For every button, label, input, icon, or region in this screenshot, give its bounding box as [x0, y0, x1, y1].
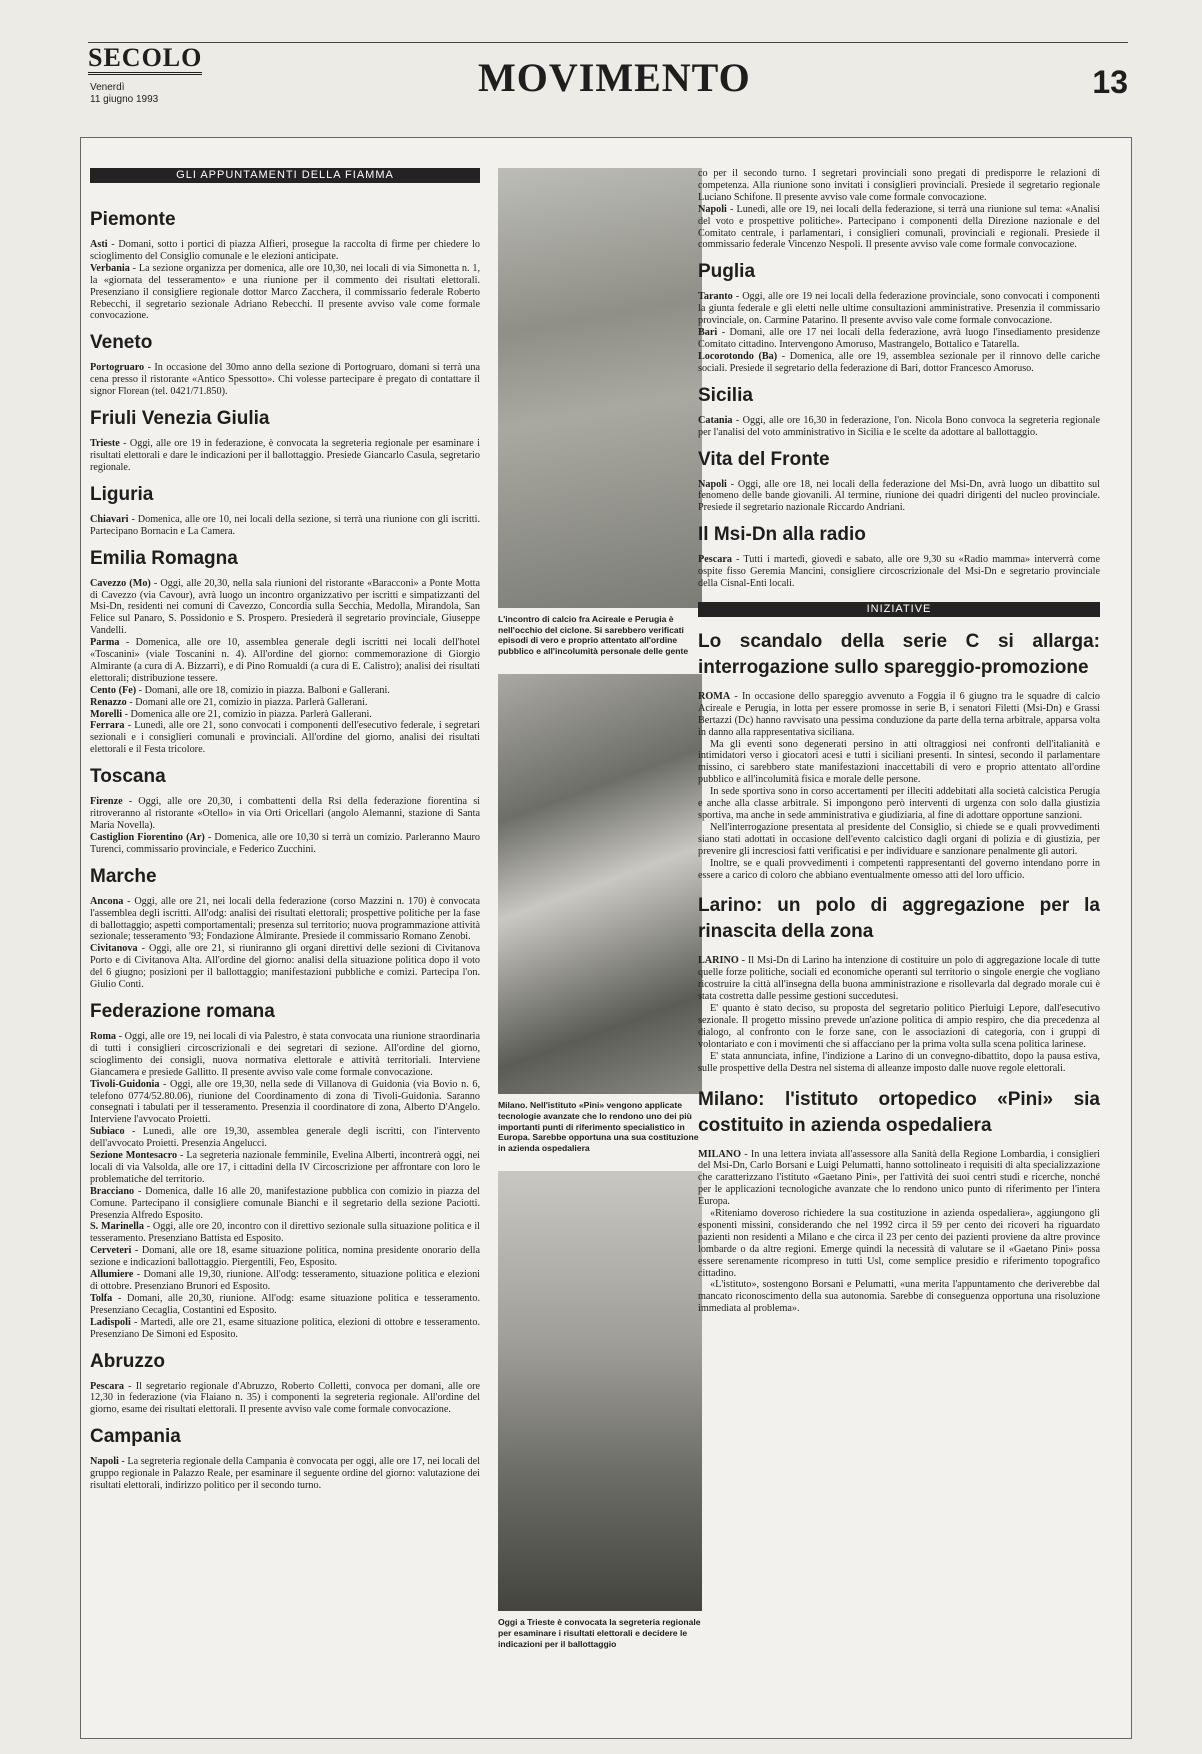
appointment-item	[90, 896, 480, 944]
appointment-item	[90, 943, 480, 991]
article-text: Ma gli eventi sono degenerati persino in atti oltraggiosi nei confronti dell'italianità e intimidatori verso i giocatori acesi e tutti i siciliani presenti. In sintesi, secondo il parlamentare missino, ci sarebbero state manifestazioni inaccettabili di vero e proprio attentato all'ordine pubblico e all'incolumità fisica e morale delle persone.	[698, 738, 1100, 786]
appointment-item	[90, 1269, 480, 1293]
article-paragraph	[698, 858, 1100, 882]
appointment-place: Tolfa	[90, 1292, 113, 1304]
appointment-item	[90, 1126, 480, 1150]
appointment-place: Pescara	[698, 554, 732, 566]
appointment-text: - Il segretario regionale d'Abruzzo, Roberto Colletti, convoca per domani, alle ore 12,30 in federazione (via Flaiano n. 35) i componenti la segreteria regionale. All'ordine del giorno, esame dei risultati elettorali. Il presente avviso vale come formale convocazione.	[90, 1380, 480, 1416]
appointment-text: - Domenica, alle ore 10,30 si terrà un comizio. Parleranno Mauro Turenci, commissario provinciale, e Federico Zucchini.	[90, 831, 480, 855]
article-text: E' stata annunciata, infine, l'indizione a Larino di un convegno-dibattito, dopo la pausa estiva, sulle prospettive della Destra nel sistema di alleanze imposto dalle nuove regole elettorali.	[698, 1050, 1100, 1074]
appointment-item	[90, 1456, 480, 1492]
article-dateline: ROMA	[698, 690, 731, 702]
appointments-banner: GLI APPUNTAMENTI DELLA FIAMMA	[90, 168, 480, 183]
continued-items	[698, 204, 1100, 252]
region-heading: Emilia Romagna	[90, 547, 238, 569]
appointment-text: - La sezione organizza per domenica, alle ore 10,30, nei locali di via Simonetta n. 1, la «giornata del tesseramento» e una riunione per il commento dei risultati elettorali. Presenziano il consigliere regionale dottor Marco Zacchera, il commissario federale Roberto Rebecchi, il segretario sezionale Adriano Rebecchi. Il presente avviso vale come formale convocazione.	[90, 262, 480, 322]
appointment-text: - Domani, alle 20,30, riunione. All'odg: esame situazione politica e tesseramento. Presenziano Cecaglia, Costantini ed Esposito.	[90, 1292, 480, 1316]
newspaper-logo: SECOLO	[88, 44, 202, 75]
appointment-item	[90, 578, 480, 638]
appointment-text: - Domenica, alle ore 19, assemblea sezionale per il rinnovo delle cariche sociali. Presiede il segretario della federazione di Bari, dottor Francesco Amoruso.	[698, 350, 1101, 374]
appointment-item	[90, 1079, 480, 1127]
appointment-text: - Domenica alle ore 21, comizio in piazza. Parlerà Gallerani.	[122, 708, 372, 720]
article-paragraph	[698, 1279, 1100, 1315]
appointment-text: - Oggi, alle 20,30, nella sala riunioni del ristorante «Baracconi» a Ponte Motta di Cavezzo (via Cavour), avrà luogo un incontro organizzativo per iscritti e simpatizzanti del Msi-Dn, residenti nei comuni di Cavezzo, Concordia sulla Secchia, Medolla, Mirandola, San Felice sul Panaro, S. Possidonio e S. Prospero. Presiederà il segretario provinciale, Giuseppe Vandelli.	[90, 577, 481, 637]
appointment-text: - Lunedì, alle ore 19, nei locali della federazione, si terrà una riunione sul tema: «Analisi del voto e prospettive politiche». Partecipano i componenti della Direzione nazionale e del Comitato centrale, i parlamentari, i consiglieri comunali, provinciali e regionali. Presiede il commissario federale Vincenzo Nespoli. Il presente avviso vale come formale convocazione.	[698, 203, 1100, 251]
appointment-place: Ladispoli	[90, 1316, 131, 1328]
trieste-square-photo	[498, 1171, 702, 1611]
article-text: - In una lettera inviata all'assessore alla Sanità della Regione Lombardia, i consiglieri del Msi-Dn, Carlo Borsani e Luigi Pelumatti, hanno sottolineato i requisiti di alta specializzazione che caratterizzano l'istituto «Gaetano Pini», per l'attività dei suoi centri studi e ricerche, nonché per le applicazioni tecnologiche avanzate che lo rendono unico punto di riferimento per l'intera Europa.	[698, 1148, 1100, 1208]
appointment-place: Bracciano	[90, 1185, 135, 1197]
appointment-text: - Oggi, alle ore 19 nei locali della federazione provinciale, sono convocati i componenti la giunta federale e gli eletti nelle ultime consultazioni amministrative. Presenzia il commissario provinciale, on. Carmine Patarino. Il presente avviso vale come formale convocazione.	[698, 291, 1100, 327]
region-heading: Il Msi-Dn alla radio	[698, 524, 866, 546]
appointment-text: - Martedì, alle ore 21, esame situazione politica, elezioni di ottobre e tesseramento. Presenziano De Simoni ed Esposito.	[90, 1316, 480, 1340]
appointment-item	[90, 239, 480, 263]
appointment-place: S. Marinella	[90, 1221, 144, 1233]
appointment-place: Tivoli-Guidonia	[90, 1078, 160, 1090]
appointment-text: - Oggi, alle ore 20, incontro con il direttivo sezionale sulla situazione politica e il tesseramento. Presenziano Battista ed Esposito.	[90, 1221, 480, 1245]
masthead	[88, 44, 1128, 114]
continued-text: co per il secondo turno. I segretari provinciali sono pregati di predisporre le relazioni di competenza. Alla riunione sono invitati i consiglieri provinciali. Presiede il segretario regionale Luciano Schifone. Il presente avviso vale come formale convocazione.	[698, 168, 1100, 203]
article-text: «Riteniamo doveroso richiedere la sua costituzione in azienda ospedaliera», aggiungono gli esponenti missini, considerando che nel 1992 circa il 59 per cento dei ricoveri ha riguardato pazienti non residenti a Milano e che circa il 23 per cento dei pazienti proviene da altre province lombarde o da altre regioni. Emerge quindi la necessità di valutare se il «Gaetano Pini» possa essere serenamente ricompreso in tutti Usl, come semplice presidio e riferimento topografico cittadino.	[698, 1208, 1100, 1279]
appointment-item	[698, 327, 1100, 351]
appointment-text: - Domenica, alle ore 10, nei locali della sezione, si terrà una riunione con gli iscritti. Partecipano Bornacin e La Camera.	[90, 513, 480, 537]
appointment-item	[90, 1293, 480, 1317]
appointment-item	[90, 1317, 480, 1341]
appointment-place: Cerveteri	[90, 1245, 132, 1257]
article-paragraph	[698, 1003, 1100, 1051]
initiatives-articles	[698, 629, 1100, 1315]
issue-date	[90, 82, 158, 106]
region-heading: Puglia	[698, 261, 756, 283]
appointment-text: - Oggi, alle ore 20,30, i combattenti della Rsi della federazione fiorentina si ritroveranno al ristorante «Otello» in via Orti Oricellari (angolo Alemanni, stazione di Santa Maria Novella).	[90, 796, 480, 831]
appointment-text: - Oggi, alle ore 19 in federazione, è convocata la segreteria regionale per esaminare i risultati elettorali e dare le indicazioni per il ballottaggio. Presiede Giancarlo Casula, segretario regionale.	[90, 438, 480, 473]
appointment-place: Renazzo	[90, 696, 127, 708]
appointment-text: - Oggi, alle ore 21, si riuniranno gli organi direttivi delle sezioni di Civitanova Porto e di Civitanova Alta. All'ordine del giorno: analisi della situazione politica dopo il voto del 6 giugno; posizioni per il ballottaggio; manifestazioni pubbliche e comizi. Partecipa l'on. Giulio Conti.	[90, 943, 480, 991]
appointment-place: Catania	[698, 414, 733, 426]
appointment-item	[698, 351, 1100, 375]
article-paragraph	[698, 822, 1100, 858]
appointment-text: - Lunedì, alle ore 19,30, assemblea generale degli iscritti, con l'intervento dell'avvocato Proietti. Presenzia Angelucci.	[90, 1126, 480, 1150]
region-heading: Campania	[90, 1426, 181, 1448]
masthead-rule	[88, 42, 1128, 43]
appointment-text: - Lunedì, alle ore 21, sono convocati i componenti dell'esecutivo federale, i segretari sezionali e i consiglieri comunali e provinciali. All'ordine del giorno, analisi dei risultati elettorali e il Festa tricolore.	[90, 720, 480, 756]
appointment-item	[90, 796, 480, 832]
appointment-item	[90, 637, 480, 685]
appointment-item	[90, 1150, 480, 1186]
appointment-item	[90, 1245, 480, 1269]
appointment-item	[90, 720, 480, 756]
appointment-place: Morelli	[90, 708, 123, 720]
appointment-text: - Domani, alle ore 18, esame situazione politica, nomina presidente onorario della sezione e indicazioni ballottaggio. Piergentili, Feo, Esposito.	[90, 1245, 480, 1269]
appointment-text: - Domani alle 19,30, riunione. All'odg: tesseramento, situazione politica e elezioni di ottobre. Presenziano Brunori ed Esposito.	[90, 1269, 480, 1292]
appointment-place: Roma	[90, 1030, 117, 1042]
appointment-place: Sezione Montesacro	[90, 1150, 178, 1162]
appointment-item	[698, 204, 1100, 252]
appointment-text: - Domani, sotto i portici di piazza Alfieri, prosegue la raccolta di firme per chiedere lo scioglimento del Consiglio comunale e le elezioni anticipate.	[90, 239, 480, 262]
appointment-place: Pescara	[90, 1380, 124, 1392]
appointment-text: - Domani, alle ore 17 nei locali della federazione, avrà luogo l'insediamento presidenze Comitato cittadino. Intervengono Amoruso, Mastrangelo, Bottalico e Tatarella.	[698, 327, 1100, 350]
article-paragraph	[698, 691, 1100, 739]
region-heading: Sicilia	[698, 384, 753, 406]
photo-caption-pini: Milano. Nell'istituto «Pini» vengono applicate tecnologie avanzate che lo rendono uno dei più importanti punti di riferimento specialistico in Europa. Sarebbe opportuna una sua costituzione in azienda ospedaliera	[498, 1100, 699, 1153]
appointment-text: - Domani alle ore 21, comizio in piazza. Parlerà Gallerani.	[126, 696, 368, 708]
appointment-text: - La segreteria regionale della Campania è convocata per oggi, alle ore 17, nei locali del gruppo regionale in Palazzo Reale, per esaminare il seguente ordine del giorno: valutazione dei risultati elettorali, indirizzo politico per il secondo turno.	[90, 1456, 480, 1492]
appointment-item	[90, 438, 480, 474]
appointment-item	[698, 554, 1100, 590]
region-heading: Federazione romana	[90, 1000, 275, 1022]
appointment-item	[90, 1221, 480, 1245]
appointment-item	[90, 1186, 480, 1222]
article-text: «L'istituto», sostengono Borsani e Pelumatti, «una merita l'appuntamento che deriverebbe dal mancato riconoscimento della sua autonomia. Sarebbe di conseguenza opportuna una risoluzione immediata al problema».	[698, 1279, 1100, 1315]
appointment-place: Portogruaro	[90, 362, 145, 374]
appointment-place: Ancona	[90, 895, 124, 907]
appointment-text: - Tutti i martedì, giovedì e sabato, alle ore 9,30 su «Radio mamma» interverrà come ospite fisso Geremia Mancini, consigliere circoscrizionale del Msi-Dn e segretario provinciale della Cisnal-Enti locali.	[698, 554, 1100, 590]
region-heading: Veneto	[90, 332, 153, 354]
section-title: MOVIMENTO	[478, 55, 751, 100]
appointment-text: - Domenica, alle ore 10, assemblea generale degli iscritti nei locali dell'hotel «Toscanini» (viale Toscanini n. 4). All'ordine del giorno: commemorazione di Giorgio Almirante (a cura di A. Bizzarri), e di Pino Romualdi (a cura di E. Calistro); analisi dei risultati elettorali; distribuzione tessere.	[90, 637, 480, 684]
appointment-place: Civitanova	[90, 943, 138, 955]
appointment-place: Bari	[698, 327, 718, 339]
appointment-place: Chiavari	[90, 513, 129, 525]
region-heading: Friuli Venezia Giulia	[90, 408, 270, 430]
football-match-photo	[498, 168, 702, 608]
appointment-place: Verbania	[90, 262, 130, 274]
right-column	[698, 168, 1100, 1315]
appointment-place: Cavezzo (Mo)	[90, 577, 151, 589]
page-number: 13	[1092, 64, 1128, 100]
appointment-item	[698, 415, 1100, 439]
appointments-column	[90, 168, 480, 1492]
article-headline: Lo scandalo della serie C si allarga: interrogazione sullo spareggio-promozione	[698, 630, 1100, 678]
appointment-item	[90, 1031, 480, 1079]
initiatives-banner: INIZIATIVE	[698, 602, 1100, 617]
photo-caption-trieste: Oggi a Trieste è convocata la segreteria regionale per esaminare i risultati elettorali e decidere le indicazioni per il ballottaggio	[498, 1617, 701, 1649]
photo-column	[498, 168, 702, 1667]
article-text: - Il Msi-Dn di Larino ha intenzione di costituire un polo di aggregazione locale di tutte quelle forze politiche, sociali ed economiche operanti sul territorio o singole energie che vogliano ricostruire la città all'insegna della buona amministrazione e risollevarla dal degrado morale cui è stata costretta dalle pessime gestioni succedutesi.	[698, 955, 1100, 1003]
appointment-item	[90, 697, 480, 709]
appointment-text: - Domenica, dalle 16 alle 20, manifestazione pubblica con comizio in piazza del Comune. Partecipano il consigliere comunale Bianchi e il segretario della sezione Paciotti. Presenzia Alfredo Esposito.	[90, 1185, 480, 1221]
region-heading: Piemonte	[90, 209, 176, 230]
article-dateline: MILANO	[698, 1148, 742, 1160]
article-paragraph	[698, 955, 1100, 1003]
appointment-place: Ferrara	[90, 720, 125, 732]
article-paragraph	[698, 1208, 1100, 1279]
article-text: In sede sportiva sono in corso accertamenti per illeciti addebitati alla società calcistica Perugia e anche alla classe arbitrale. Si impongono però interventi di urgenza con solo dalla giustizia sportiva, ma anche in sede amministrativa e giudiziaria, al fine di adottare opportune sanzioni.	[698, 786, 1100, 821]
article-text: Inoltre, se e quali provvedimenti i competenti rappresentanti del governo intendano porre in essere a carico di coloro che abbiano eventualmente omesso atti del loro ufficio.	[698, 857, 1100, 881]
appointment-place: Napoli	[90, 1456, 119, 1468]
appointment-item	[698, 479, 1100, 515]
article-paragraph	[698, 786, 1100, 822]
appointment-item	[90, 263, 480, 323]
appointment-text: - Oggi, alle ore 16,30 in federazione, l'on. Nicola Bono convoca la segreteria regionale per l'analisi del voto amministrativo in Sicilia e le scelte da adottare al ballottaggio.	[698, 414, 1100, 438]
region-heading: Liguria	[90, 483, 154, 505]
article-headline: Milano: l'istituto ortopedico «Pini» sia costituito in azienda ospedaliera	[698, 1088, 1100, 1136]
photo-caption-football: L'incontro di calcio fra Acireale e Perugia è nell'occhio del ciclone. Si sarebbero verificati episodi di vero e proprio attentato all'ordine pubblico e all'incolumità personale delle gente	[498, 614, 689, 656]
appointment-item	[90, 832, 480, 856]
article-text: - In occasione dello spareggio avvenuto a Foggia il 6 giugno tra le squadre di calcio Acireale e Perugia, in lotta per essere promosse in serie B, i senatori Filetti (Msi-Dn) e Grassi Bertazzi (Dc) hanno ravvisato una pessima conduzione da parte della terna arbitrale, apparsa volta in danno alla rappresentativa siciliana.	[698, 690, 1100, 738]
appointment-text: - Oggi, alle ore 19,30, nella sede di Villanova di Guidonia (via Bovio n. 6, telefono 0774/52.80.06), riunione del Coordinamento di zona di Tivoli-Guidonia. Saranno consegnati i tabulati per il tesseramento. Presenzia il coordinatore di zona, Alberto D'Angelo. Interviene l'avvocato Proietti.	[90, 1078, 480, 1126]
pini-institute-photo	[498, 674, 702, 1094]
appointment-place: Napoli	[698, 203, 727, 215]
appointment-text: - Oggi, alle ore 19, nei locali di via Palestro, è stata convocata una riunione straordinaria di tutti i consiglieri circoscrizionali e dei segretari di sezione. All'ordine del giorno, scioglimento dei consigli, nuova normativa elettorale e attività territoriali. Interviene Giancamera e presiede Gallitto. Il presente avviso vale come formale convocazione.	[90, 1030, 480, 1078]
appointments-regions	[90, 209, 480, 1492]
appointment-item	[90, 514, 480, 538]
appointment-text: - Oggi, alle ore 18, nei locali della federazione del Msi-Dn, avrà luogo un dibattito sul fenomeno delle bande giovanili. Al termine, riunione dei quadri dirigenti del nucleo provinciale. Presiede il segretario nazionale Riccardo Andriani.	[698, 478, 1100, 514]
article-headline: Larino: un polo di aggregazione per la rinascita della zona	[698, 895, 1100, 943]
appointment-text: - Oggi, alle ore 21, nei locali della federazione (corso Mazzini n. 170) è convocata l'assemblea degli iscritti. All'odg: analisi dei risultati elettorali; prospettive politiche per la fase di ballottaggio; aspetti comportamentali; presenza sul territorio; nuova programmazione attività sezionale; tesseramento '93; Fondazione Almirante. Presiede il commissario Romano Zenobi.	[90, 895, 480, 943]
appointment-place: Asti	[90, 239, 108, 250]
region-heading: Vita del Fronte	[698, 448, 830, 470]
appointment-text: - In occasione del 30mo anno della sezione di Portogruaro, domani si terrà una cena presso il ristorante «Antico Spessotto». Chi volesse partecipare è pregato di contattare il signor Florean (tel. 0421/71.850).	[90, 362, 480, 398]
appointment-place: Taranto	[698, 291, 733, 303]
appointment-place: Subiaco	[90, 1126, 125, 1138]
right-regions	[698, 261, 1100, 590]
appointment-item	[90, 685, 480, 697]
appointment-item	[90, 709, 480, 721]
article-paragraph	[698, 1149, 1100, 1209]
article-text: E' quanto è stato deciso, su proposta del segretario politico Pierluigi Lepore, dall'esecutivo sezionale. Il progetto missino prevede un'azione politica di ampio respiro, che dia precedenza al dialogo, al confronto con le forze sane, con le associazioni di categoria, con i gruppi di volontariato e con i movimenti che si affacciano per la prima volta sulla scena politica larinese.	[698, 1003, 1100, 1050]
article-text: Nell'interrogazione presentata al presidente del Consiglio, si chiede se e quali provvedimenti siano stati adottati in occasione dell'evento calcistico dagli organi di polizia e di giustizia, per prevenire gli incresciosi fatti verificatisi e per individuare e sanzionare penalmente gli autori.	[698, 821, 1100, 857]
appointment-text: - Domani, alle ore 18, comizio in piazza. Balboni e Gallerani.	[136, 684, 390, 696]
article-paragraph	[698, 739, 1100, 787]
appointment-place: Firenze	[90, 796, 123, 808]
article-dateline: LARINO	[698, 955, 739, 967]
appointment-place: Locorotondo (Ba)	[698, 350, 778, 362]
appointment-place: Castiglion Fiorentino (Ar)	[90, 831, 205, 843]
appointment-place: Trieste	[90, 438, 120, 450]
appointment-place: Parma	[90, 637, 120, 649]
issue-date-text: 11 giugno 1993	[90, 94, 159, 105]
region-heading: Abruzzo	[90, 1350, 165, 1372]
appointment-item	[698, 291, 1100, 327]
article-paragraph	[698, 1051, 1100, 1075]
appointment-item	[90, 362, 480, 398]
appointment-place: Cento (Fe)	[90, 684, 137, 696]
issue-day: Venerdì	[90, 82, 125, 93]
region-heading: Marche	[90, 865, 157, 887]
region-heading: Toscana	[90, 766, 166, 788]
appointment-place: Napoli	[698, 478, 727, 490]
appointment-place: Allumiere	[90, 1269, 134, 1281]
appointment-text: - La segreteria nazionale femminile, Evelina Alberti, incontrerà oggi, nei locali di via Valsolda, alle ore 17, i cittadini della IV Circoscrizione per affrontare con loro le problematiche del territorio.	[90, 1150, 480, 1185]
appointment-item	[90, 1381, 480, 1417]
